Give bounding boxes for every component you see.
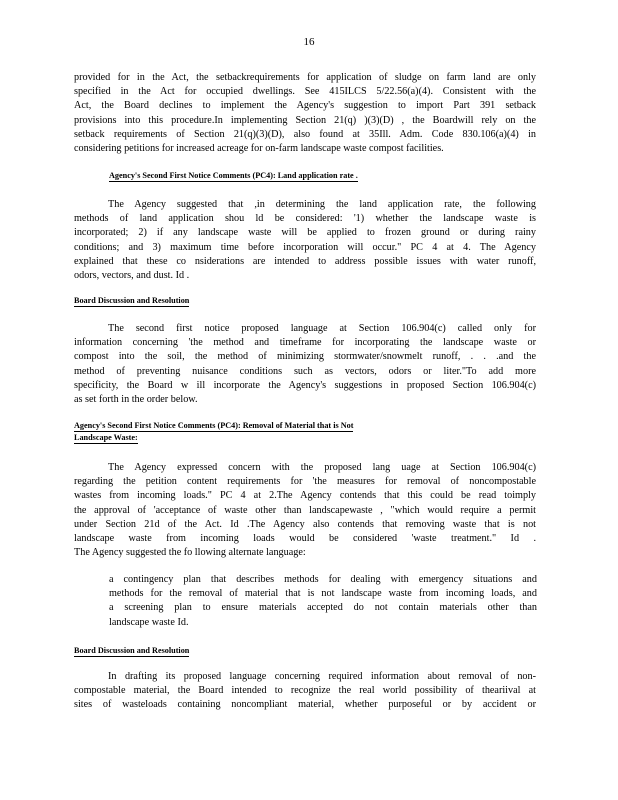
- text-line: provisions into this procedure.In implementing Section 21(q) )(3)(D) , the Boardwill rely on the: [74, 114, 536, 126]
- text-line: the approval of 'acceptance of waste other than landscapewaste , "which would require a permit: [74, 504, 536, 516]
- text-line: landscape waste Id.: [109, 616, 189, 628]
- text-line: explained that these co nsiderations are intended to address possible issues with water runoff,: [74, 255, 536, 267]
- section-heading-text: Landscape Waste:: [74, 433, 138, 442]
- text-line: incorporated; 2) if any landscape waste will be applied to frozen ground or during rainy: [74, 227, 536, 239]
- text-line: setback requirements of Section 21(q)(3)(D), also found at 35Ill. Adm. Code 830.106(a)(4) in: [74, 128, 536, 140]
- text-line: The Agency suggested that ,in determining the land application rate, the following: [108, 199, 536, 210]
- text-line: information concerning 'the method and timeframe for incorporating the landscape waste or: [74, 337, 536, 349]
- text-line: considering petitions for increased acreage for on-farm landscape waste compost facilities.: [74, 143, 444, 155]
- paragraph-board-drafting: [74, 670, 536, 713]
- text-line: method of preventing nuisance conditions such as vectors, odors or liter."To add more: [74, 365, 536, 377]
- text-line: methods for the removal of material that is not landscape waste from incoming loads, and: [109, 588, 537, 600]
- text-line: The Agency expressed concern with the proposed lang uage at Section 106.904(c): [108, 462, 536, 473]
- text-line: In drafting its proposed language concerning required information about removal of non-: [108, 671, 536, 682]
- text-line: odors, vectors, and dust. Id .: [74, 270, 190, 282]
- text-line: specificity, the Board w ill incorporate the Agency's suggestions in proposed Section 106.904(c): [74, 379, 536, 391]
- text-line: sites of wasteloads containing noncompliant material, whether purposeful or by accident or: [74, 699, 536, 711]
- page-number: 16: [303, 36, 315, 48]
- text-line: a contingency plan that describes methods for dealing with emergency situations and: [109, 574, 537, 585]
- section-heading-text: Agency's Second First Notice Comments (PC4): Land application rate .: [109, 171, 358, 180]
- paragraph-agency-concern: [74, 461, 536, 560]
- section-heading-board-discussion: [74, 295, 254, 307]
- section-heading-agency-removal: [74, 420, 536, 444]
- paragraph-setback: [74, 71, 536, 156]
- text-line: conditions; and 3) maximum time before incorporation will occur." PC 4 at 4. The Agency: [74, 241, 536, 253]
- text-line: wastes from incoming loads." PC 4 at 2.The Agency contends that this could be read toimply: [74, 490, 536, 502]
- section-heading-agency-land-application: [109, 170, 479, 182]
- text-line: as set forth in the order below.: [74, 394, 198, 406]
- block-quote-alternate-language: [109, 573, 537, 630]
- text-line: specified in the Act for occupied dwellings. See 415ILCS 5/22.56(a)(4). Consistent with the: [74, 86, 536, 98]
- section-heading-text: Board Discussion and Resolution: [74, 296, 190, 305]
- section-heading-text: Agency's Second First Notice Comments (PC4): Removal of Material that is Not: [74, 421, 354, 430]
- text-line: a screening plan to ensure materials accepted do not contain materials other than: [109, 602, 537, 614]
- text-line: The second first notice proposed language at Section 106.904(c) called only for: [108, 323, 536, 334]
- text-line: compost into the soil, the method of minimizing stormwater/snowmelt runoff, . . .and the: [74, 351, 536, 363]
- text-line: methods of land application shou ld be considered: '1) whether the landscape waste is: [74, 213, 536, 225]
- text-line: compostable material, the Board intended to recognize the real world possibility of theariival at: [74, 685, 536, 697]
- section-heading-text: Board Discussion and Resolution: [74, 646, 190, 655]
- paragraph-agency-suggestion: [74, 198, 536, 283]
- text-line: The Agency suggested the fo llowing alternate language:: [74, 547, 306, 559]
- text-line: under Section 21d of the Act. Id .The Agency also contends that removing waste that is not: [74, 518, 536, 530]
- text-line: landscape waste from incoming loads would be considered 'waste treatment." Id .: [74, 533, 536, 545]
- text-line: Act, the Board declines to implement the Agency's suggestion to import Part 391 setback: [74, 100, 536, 112]
- paragraph-board-resolution: [74, 322, 536, 407]
- section-heading-board-discussion: [74, 645, 254, 657]
- text-line: regarding the petition content requirements for 'the measures for removal of noncompostable: [74, 476, 536, 488]
- text-line: provided for in the Act, the setbackrequirements for application of sludge on farm land are only: [74, 72, 536, 83]
